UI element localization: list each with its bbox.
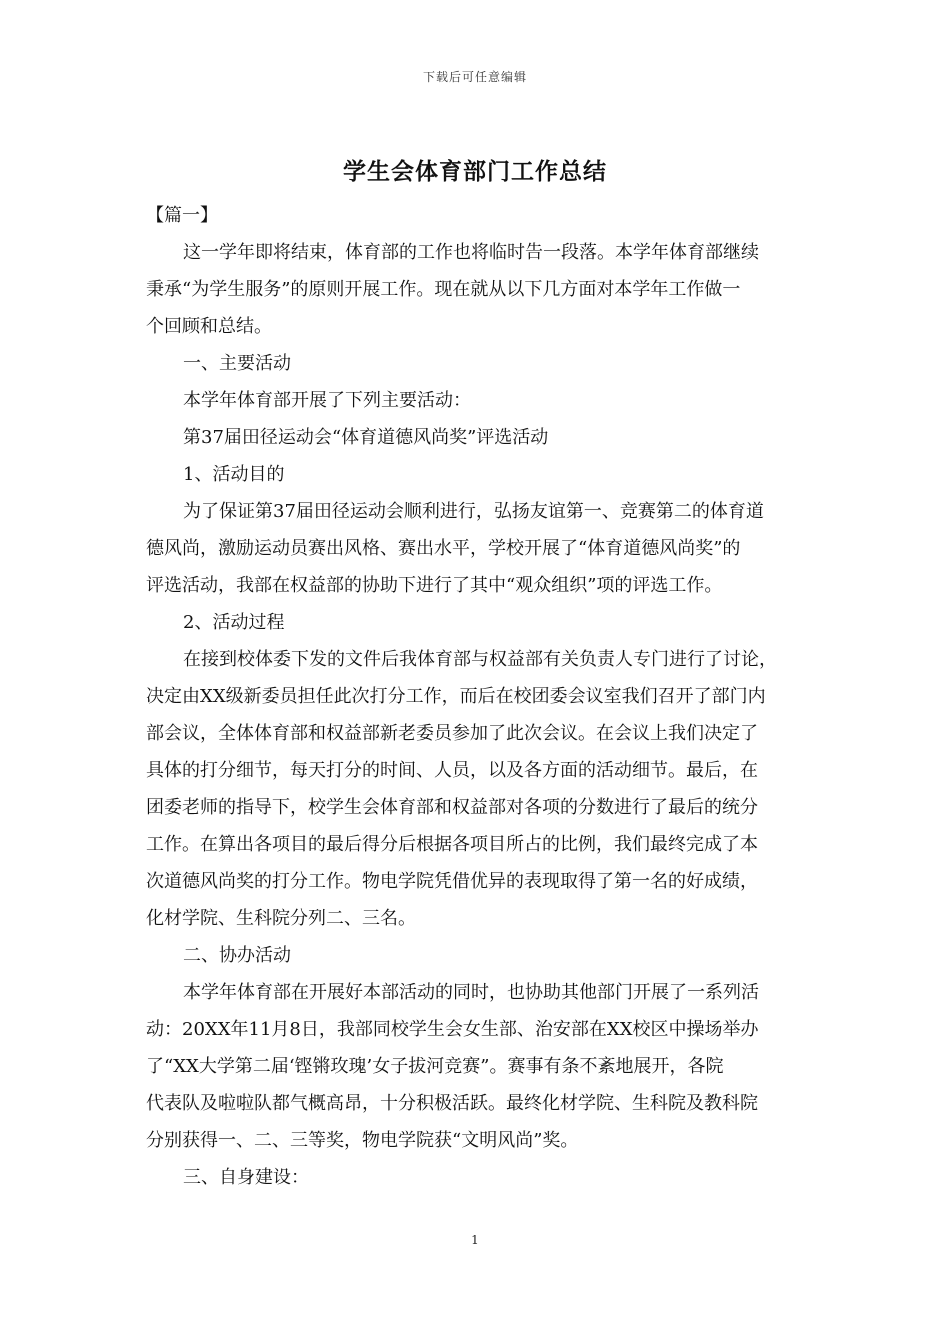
text-line: 一、主要活动 [183, 353, 291, 374]
text-line: 动：20XX年11月8日，我部同校学生会女生部、治安部在XX校区中操场举办 [146, 1019, 759, 1040]
text-line: 二、协办活动 [183, 945, 291, 966]
text-line: 本学年体育部开展了下列主要活动： [183, 390, 471, 411]
text-line: 化材学院、生科院分列二、三名。 [146, 908, 416, 929]
text-line: 为了保证第37届田径运动会顺利进行，弘扬友谊第一、竞赛第二的体育道 [183, 501, 764, 522]
text-line: 本学年体育部在开展好本部活动的同时，也协助其他部门开展了一系列活 [183, 982, 759, 1003]
text-line: 第37届田径运动会“体育道德风尚奖”评选活动 [183, 427, 549, 448]
paragraph-lines [146, 234, 806, 1196]
text-line: 这一学年即将结束，体育部的工作也将临时告一段落。本学年体育部继续 [183, 242, 759, 263]
text-line: 评选活动，我部在权益部的协助下进行了其中“观众组织”项的评选工作。 [146, 575, 723, 596]
text-line: 决定由XX级新委员担任此次打分工作，而后在校团委会议室我们召开了部门内 [146, 686, 766, 707]
text-line: 在接到校体委下发的文件后我体育部与权益部有关负责人专门进行了讨论， [183, 649, 777, 670]
text-line: 部会议，全体体育部和权益部新老委员参加了此次会议。在会议上我们决定了 [146, 723, 758, 744]
text-line: 代表队及啦啦队都气概高昂，十分积极活跃。最终化材学院、生科院及教科院 [146, 1093, 758, 1114]
header-note: 下载后可任意编辑 [422, 70, 527, 84]
text-line: 2、活动过程 [183, 612, 285, 633]
section-label: 【篇一】 [146, 205, 218, 226]
document-body [146, 197, 806, 1196]
text-line: 秉承“为学生服务”的原则开展工作。现在就从以下几方面对本学年工作做一 [146, 279, 741, 300]
text-line: 次道德风尚奖的打分工作。物电学院凭借优异的表现取得了第一名的好成绩， [146, 871, 758, 892]
text-line: 分别获得一、二、三等奖，物电学院获“文明风尚”奖。 [146, 1130, 579, 1151]
text-line: 了“XX大学第二届‘铿锵玫瑰’女子拔河竞赛”。赛事有条不紊地展开，各院 [146, 1056, 724, 1077]
text-line: 德风尚，激励运动员赛出风格、赛出水平，学校开展了“体育道德风尚奖”的 [146, 538, 741, 559]
document-title: 学生会体育部门工作总结 [343, 159, 607, 185]
text-line: 团委老师的指导下，校学生会体育部和权益部对各项的分数进行了最后的统分 [146, 797, 758, 818]
text-line: 个回顾和总结。 [146, 316, 272, 337]
text-line: 三、自身建设： [183, 1167, 309, 1188]
text-line: 工作。在算出各项目的最后得分后根据各项目所占的比例，我们最终完成了本 [146, 834, 758, 855]
page-number: 1 [471, 1233, 479, 1247]
text-line: 具体的打分细节，每天打分的时间、人员，以及各方面的活动细节。最后，在 [146, 760, 758, 781]
text-line: 1、活动目的 [183, 464, 285, 485]
